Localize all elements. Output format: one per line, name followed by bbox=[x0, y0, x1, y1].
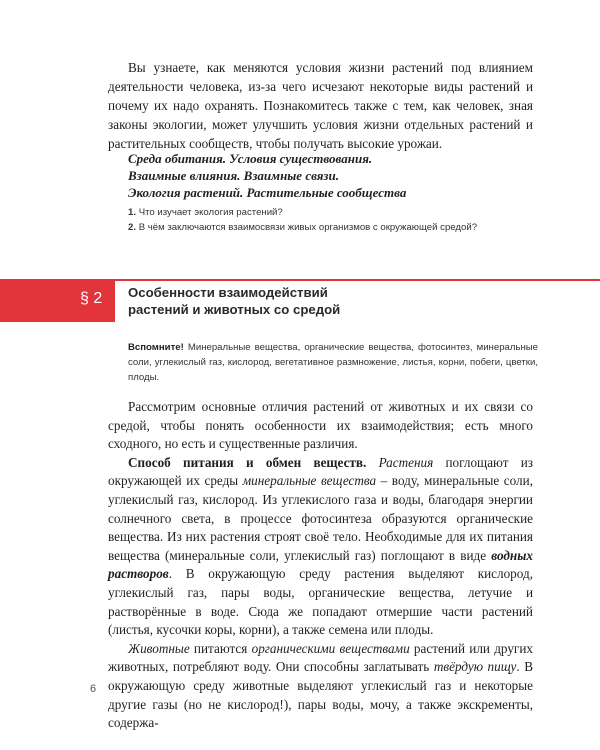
term-bold-italic: водных растворов bbox=[108, 547, 533, 582]
question-item bbox=[128, 206, 477, 221]
text-run: питаются bbox=[189, 640, 252, 656]
body-paragraph bbox=[108, 454, 533, 640]
page-number: 6 bbox=[90, 683, 97, 695]
review-questions bbox=[128, 206, 477, 235]
term-italic: Растения bbox=[378, 454, 434, 470]
key-terms-line: Экология растений. Растительные сообщества bbox=[128, 185, 407, 200]
text-run bbox=[366, 455, 378, 470]
body-paragraph: Рассмотрим основные отличия растений от животных и их связи со средой, чтобы понять особенности их взаимодействия; есть много сходного, но есть и существенные различия. bbox=[108, 399, 533, 452]
section-marker bbox=[0, 279, 115, 322]
section-rule bbox=[115, 279, 600, 281]
main-text bbox=[108, 398, 533, 733]
text-run: – воду, минеральные соли, углекислый газ, кислород. Из углекислого газа и воды, благодаря энергии солнечного света, в процессе фотосинтеза образуются органические вещества. Из них растения строят своё тело. Необходимые для их питания вещества (минеральные соли, углекислый газ) поглощают в виде bbox=[108, 473, 533, 563]
recall-text: Минеральные вещества, органические вещества, фотосинтез, минеральные соли, углекислый газ, кислород, вегетативное размножение, листья, корни, побеги, цветки, плоды. bbox=[128, 342, 538, 383]
text-run: . В окружающую среду животные выделяют углекислый газ и некоторые другие газы (но не кислород!), пары воды, мочу, а также экскременты, содержа- bbox=[108, 659, 533, 731]
body-paragraph bbox=[108, 640, 533, 733]
question-number: 1. bbox=[128, 207, 137, 218]
question-text: Что изучает экология растений? bbox=[138, 207, 283, 218]
key-terms-line: Взаимные влияния. Взаимные связи. bbox=[128, 168, 339, 183]
term-italic: твёрдую пищу bbox=[433, 659, 517, 675]
text-run: поглощают из окружающей их среды bbox=[108, 454, 534, 489]
key-terms-line: Среда обитания. Условия существования. bbox=[128, 151, 373, 166]
key-terms bbox=[128, 150, 406, 201]
recall-box bbox=[128, 341, 538, 385]
section-number: § 2 bbox=[80, 290, 103, 307]
term-italic: минеральные вещества bbox=[242, 473, 377, 489]
term-italic: органическими веществами bbox=[251, 640, 410, 656]
text-run: . В окружающую среду растения выделяют кислород, углекислый газ, пары воды, органические вещества, летучие и растворённые в воде. Сюда же попадают отмершие части растений (листья, кусочки коры, корни), а также семена или плоды. bbox=[108, 566, 533, 638]
question-number: 2. bbox=[128, 221, 137, 233]
term-italic: Животные bbox=[128, 640, 190, 656]
recall-label: Вспомните! bbox=[128, 342, 184, 353]
text-run: растений или других животных, потребляют воду. Они способны заглатывать bbox=[108, 640, 533, 675]
question-text: В чём заключаются взаимосвязи живых организмов с окружающей средой? bbox=[138, 221, 478, 233]
section-title-line: Особенности взаимодействий bbox=[128, 285, 328, 300]
section-title-line: растений и животных со средой bbox=[128, 301, 341, 317]
paragraph-heading: Способ питания и обмен веществ. bbox=[128, 454, 367, 470]
question-item bbox=[128, 221, 477, 236]
section-header bbox=[0, 279, 600, 322]
section-title bbox=[128, 285, 340, 318]
intro-paragraph: Вы узнаете, как меняются условия жизни растений под влиянием деятельности человека, из-за чего исчезают некоторые виды растений и почему их надо охранять. Познакомитесь также с тем, как человек, зная законы экологии, может улучшить условия жизни отдельных растений и растительных сообществ, чтобы получать высокие урожаи. bbox=[108, 60, 533, 151]
